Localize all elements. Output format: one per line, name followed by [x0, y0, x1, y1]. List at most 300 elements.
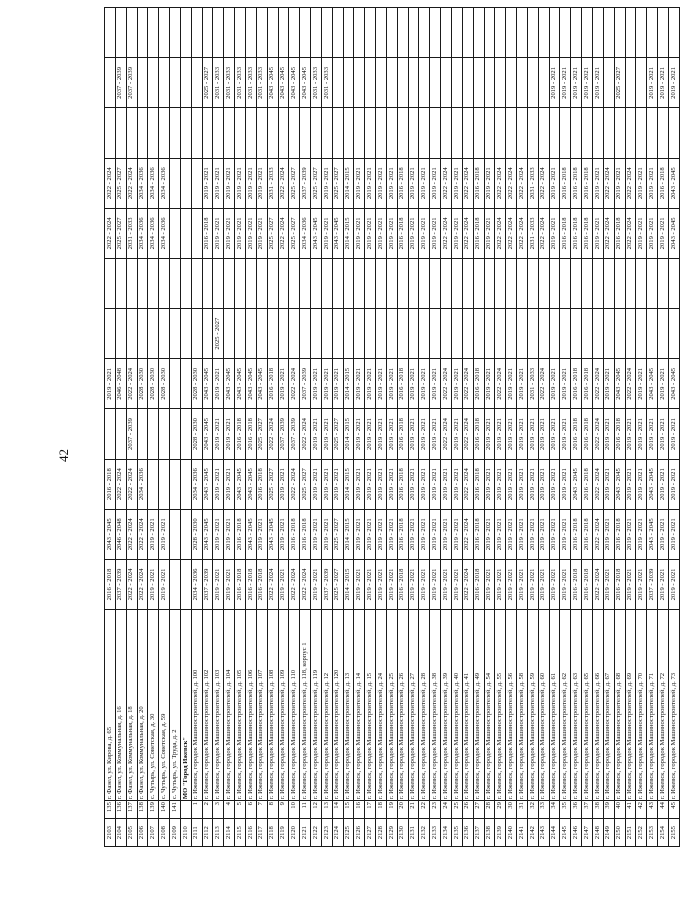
row-number-cell: 20 [397, 801, 408, 819]
table-row [495, 8, 506, 847]
period-cell: 2022 - 2024 [603, 208, 614, 258]
address-cell: г. Ижевск, городок Машиностроителей, д. 73 [668, 610, 679, 801]
empty-cell [267, 8, 278, 58]
empty-cell [625, 8, 636, 58]
period-cell [191, 258, 202, 308]
row-id-cell: 2129 [386, 819, 397, 847]
period-cell: 2019 - 2021 [452, 208, 463, 258]
period-cell: 2019 - 2021 [419, 559, 430, 609]
address-cell: г. Фазел, ул. Кирова, д. 65 [105, 610, 116, 801]
period-cell: 2019 - 2021 [408, 208, 419, 258]
period-cell: 2028 - 2030 [191, 509, 202, 559]
row-number-cell: 44 [658, 801, 669, 819]
period-cell: 2016 - 2018 [473, 459, 484, 509]
address-cell: г. Ижевск, городок Машиностроителей, д. 12 [321, 610, 332, 801]
period-cell [582, 309, 593, 359]
row-number-cell: 136 [115, 801, 126, 819]
table-row [658, 8, 669, 847]
period-cell: 2016 - 2018 [245, 409, 256, 459]
period-cell: 2022 - 2024 [506, 208, 517, 258]
period-cell: 2019 - 2021 [332, 459, 343, 509]
period-cell [376, 258, 387, 308]
table-row [603, 8, 614, 847]
period-cell [311, 258, 322, 308]
period-cell: 2025 - 2027 [202, 58, 213, 108]
row-id-cell: 2104 [115, 819, 126, 847]
period-cell [343, 258, 354, 308]
period-cell: 2022 - 2024 [538, 208, 549, 258]
period-cell [148, 309, 159, 359]
period-cell: 2022 - 2024 [441, 359, 452, 409]
period-cell [224, 258, 235, 308]
period-cell [126, 309, 137, 359]
period-cell: 2022 - 2024 [137, 559, 148, 609]
period-cell: 2019 - 2021 [386, 409, 397, 459]
period-cell: 2043 - 2045 [245, 359, 256, 409]
period-cell [321, 258, 332, 308]
address-cell: МО "Город Ижевск" [180, 610, 191, 801]
period-cell: 2043 - 2045 [235, 359, 246, 409]
period-cell: 2019 - 2021 [213, 409, 224, 459]
period-cell [538, 108, 549, 158]
table-row [582, 8, 593, 847]
period-cell [506, 309, 517, 359]
period-cell: 2022 - 2024 [105, 208, 116, 258]
period-cell [354, 58, 365, 108]
period-cell: 2019 - 2021 [506, 409, 517, 459]
period-cell: 2019 - 2021 [658, 409, 669, 459]
period-cell [170, 509, 181, 559]
period-cell [668, 258, 679, 308]
period-cell [452, 258, 463, 308]
row-id-cell: 2149 [603, 819, 614, 847]
period-cell: 2019 - 2021 [430, 409, 441, 459]
period-cell [159, 108, 170, 158]
period-cell: 2043 - 2045 [647, 509, 658, 559]
period-cell: 2046 - 2048 [115, 509, 126, 559]
period-cell: 2019 - 2021 [506, 559, 517, 609]
period-cell: 2016 - 2018 [560, 208, 571, 258]
period-cell [170, 208, 181, 258]
period-cell: 2019 - 2021 [549, 409, 560, 459]
address-cell: г. Ижевск, городок Машиностроителей, д. 119 [311, 610, 322, 801]
period-cell: 2019 - 2021 [668, 58, 679, 108]
period-cell: 2019 - 2021 [527, 509, 538, 559]
period-cell: 2022 - 2024 [592, 509, 603, 559]
empty-cell [300, 8, 311, 58]
period-cell: 2019 - 2021 [527, 409, 538, 459]
period-cell [408, 58, 419, 108]
period-cell [170, 559, 181, 609]
empty-cell [376, 8, 387, 58]
period-cell: 2019 - 2021 [419, 459, 430, 509]
period-cell: 2019 - 2021 [495, 409, 506, 459]
period-cell [658, 258, 669, 308]
row-number-cell: 21 [408, 801, 419, 819]
row-number-cell: 39 [603, 801, 614, 819]
period-cell [170, 158, 181, 208]
row-id-cell: 2117 [256, 819, 267, 847]
period-cell [430, 309, 441, 359]
rotated-schedule-table [104, 7, 677, 847]
period-cell: 2028 - 2030 [137, 359, 148, 409]
period-cell [647, 258, 658, 308]
row-id-cell: 2103 [105, 819, 116, 847]
period-cell: 2022 - 2024 [592, 459, 603, 509]
table-row [386, 8, 397, 847]
period-cell: 2016 - 2018 [397, 409, 408, 459]
empty-cell [408, 8, 419, 58]
table-row [170, 8, 181, 847]
period-cell [105, 258, 116, 308]
address-cell: г. Ижевск, городок Машиностроителей, д. 68 [614, 610, 625, 801]
address-cell: г. Ижевск, городок Машиностроителей, д. 38 [430, 610, 441, 801]
period-cell: 2019 - 2021 [365, 459, 376, 509]
period-cell [105, 58, 116, 108]
period-cell [495, 58, 506, 108]
table-row [321, 8, 332, 847]
period-cell: 2022 - 2024 [517, 208, 528, 258]
period-cell: 2031 - 2033 [311, 58, 322, 108]
period-cell [180, 559, 191, 609]
period-cell: 2022 - 2024 [462, 359, 473, 409]
period-cell [332, 108, 343, 158]
period-cell: 2019 - 2021 [419, 208, 430, 258]
period-cell: 2019 - 2021 [311, 509, 322, 559]
period-cell: 2022 - 2024 [625, 359, 636, 409]
table-row [126, 8, 137, 847]
period-cell: 2031 - 2033 [256, 58, 267, 108]
period-cell: 2019 - 2021 [386, 158, 397, 208]
repair-schedule-table [104, 7, 680, 847]
period-cell: 2016 - 2018 [397, 509, 408, 559]
period-cell [180, 58, 191, 108]
period-cell: 2019 - 2021 [592, 58, 603, 108]
period-cell [549, 108, 560, 158]
empty-cell [289, 8, 300, 58]
period-cell [397, 58, 408, 108]
period-cell: 2043 - 2045 [647, 359, 658, 409]
period-cell [148, 108, 159, 158]
period-cell: 2019 - 2021 [658, 359, 669, 409]
period-cell: 2022 - 2024 [278, 208, 289, 258]
period-cell [105, 108, 116, 158]
row-id-cell: 2114 [224, 819, 235, 847]
period-cell: 2037 - 2039 [115, 559, 126, 609]
period-cell [527, 309, 538, 359]
address-cell: с. Чутырь, ул. Советская, д. 30 [148, 610, 159, 801]
period-cell: 2016 - 2018 [105, 459, 116, 509]
period-cell [191, 208, 202, 258]
table-row [538, 8, 549, 847]
row-number-cell: 41 [625, 801, 636, 819]
row-id-cell: 2132 [419, 819, 430, 847]
period-cell: 2016 - 2018 [571, 158, 582, 208]
period-cell: 2022 - 2024 [495, 158, 506, 208]
period-cell: 2019 - 2021 [235, 208, 246, 258]
period-cell: 2019 - 2021 [256, 509, 267, 559]
period-cell [365, 58, 376, 108]
period-cell [636, 58, 647, 108]
period-cell [115, 108, 126, 158]
period-cell: 2016 - 2018 [658, 158, 669, 208]
address-cell: с. Чутырь, ул. Труда, д. 2 [170, 610, 181, 801]
address-cell: г. Ижевск, городок Машиностроителей, д. 59 [527, 610, 538, 801]
row-id-cell: 2155 [668, 819, 679, 847]
period-cell [376, 58, 387, 108]
period-cell: 2034 - 2036 [159, 208, 170, 258]
period-cell: 2019 - 2021 [517, 509, 528, 559]
period-cell [365, 258, 376, 308]
period-cell [441, 58, 452, 108]
period-cell: 2025 - 2027 [332, 409, 343, 459]
address-cell: г. Ижевск, городок Машиностроителей, д. 28 [419, 610, 430, 801]
period-cell: 2019 - 2021 [202, 158, 213, 208]
period-cell [441, 258, 452, 308]
period-cell: 2043 - 2045 [202, 509, 213, 559]
row-id-cell: 2109 [170, 819, 181, 847]
period-cell [560, 108, 571, 158]
period-cell: 2019 - 2021 [484, 509, 495, 559]
period-cell: 2016 - 2018 [560, 158, 571, 208]
empty-cell [105, 8, 116, 58]
period-cell: 2019 - 2021 [603, 559, 614, 609]
period-cell [180, 459, 191, 509]
period-cell [354, 108, 365, 158]
period-cell [332, 309, 343, 359]
row-id-cell: 2121 [300, 819, 311, 847]
period-cell [462, 309, 473, 359]
period-cell: 2019 - 2021 [245, 208, 256, 258]
period-cell: 2022 - 2024 [462, 459, 473, 509]
period-cell: 2034 - 2036 [148, 158, 159, 208]
period-cell [452, 58, 463, 108]
address-cell: г. Ижевск, городок Машиностроителей, д. 70 [636, 610, 647, 801]
period-cell [495, 108, 506, 158]
period-cell: 2019 - 2021 [668, 509, 679, 559]
period-cell: 2016 - 2018 [614, 409, 625, 459]
period-cell [278, 309, 289, 359]
empty-cell [159, 8, 170, 58]
period-cell: 2019 - 2021 [105, 359, 116, 409]
empty-cell [582, 8, 593, 58]
row-id-cell: 2137 [473, 819, 484, 847]
period-cell [592, 309, 603, 359]
period-cell [397, 258, 408, 308]
empty-cell [180, 8, 191, 58]
period-cell: 2019 - 2021 [452, 409, 463, 459]
period-cell [517, 58, 528, 108]
table-row [256, 8, 267, 847]
table-row [484, 8, 495, 847]
row-number-cell: 1 [191, 801, 202, 819]
period-cell [137, 309, 148, 359]
row-id-cell: 2141 [517, 819, 528, 847]
table-row [636, 8, 647, 847]
period-cell: 2028 - 2030 [159, 359, 170, 409]
table-row [343, 8, 354, 847]
empty-cell [603, 8, 614, 58]
period-cell: 2022 - 2024 [137, 509, 148, 559]
row-id-cell: 2127 [365, 819, 376, 847]
address-cell: г. Ижевск, городок Машиностроителей, д. 58 [517, 610, 528, 801]
period-cell: 2016 - 2018 [256, 459, 267, 509]
period-cell: 2043 - 2045 [202, 459, 213, 509]
table-row [354, 8, 365, 847]
address-cell: г. Фазел, ул. Коммунальная, д. 16 [115, 610, 126, 801]
period-cell: 2019 - 2021 [386, 208, 397, 258]
period-cell [582, 258, 593, 308]
empty-cell [419, 8, 430, 58]
period-cell: 2022 - 2024 [495, 208, 506, 258]
period-cell [506, 108, 517, 158]
period-cell: 2019 - 2021 [224, 509, 235, 559]
period-cell: 2043 - 2045 [571, 459, 582, 509]
period-cell: 2019 - 2021 [636, 208, 647, 258]
row-id-cell: 2146 [571, 819, 582, 847]
table-row [549, 8, 560, 847]
table-row [191, 8, 202, 847]
address-cell: г. Ижевск, городок Машиностроителей, д. 25 [386, 610, 397, 801]
period-cell: 2019 - 2021 [386, 359, 397, 409]
row-number-cell: 13 [321, 801, 332, 819]
table-row [506, 8, 517, 847]
period-cell: 2025 - 2027 [332, 509, 343, 559]
period-cell: 2025 - 2027 [300, 459, 311, 509]
table-row [289, 8, 300, 847]
period-cell: 2019 - 2021 [549, 359, 560, 409]
row-id-cell: 2128 [376, 819, 387, 847]
period-cell [549, 258, 560, 308]
period-cell [321, 108, 332, 158]
address-cell: г. Ижевск, городок Машиностроителей, д. 61 [549, 610, 560, 801]
period-cell [159, 309, 170, 359]
empty-cell [647, 8, 658, 58]
period-cell: 2019 - 2021 [560, 559, 571, 609]
period-cell [267, 108, 278, 158]
period-cell: 2019 - 2021 [560, 58, 571, 108]
period-cell [636, 309, 647, 359]
row-number-cell: 37 [582, 801, 593, 819]
address-cell: г. Ижевск, городок Машиностроителей, д. 15 [365, 610, 376, 801]
period-cell: 2019 - 2021 [419, 359, 430, 409]
row-number-cell: 5 [235, 801, 246, 819]
empty-cell [538, 8, 549, 58]
row-number-cell: 3 [213, 801, 224, 819]
scanned-page [104, 7, 677, 847]
period-cell: 2019 - 2021 [647, 58, 658, 108]
period-cell: 2019 - 2021 [484, 409, 495, 459]
row-id-cell: 2124 [332, 819, 343, 847]
period-cell: 2043 - 2045 [278, 58, 289, 108]
period-cell: 2019 - 2021 [419, 509, 430, 559]
period-cell [311, 108, 322, 158]
period-cell: 2019 - 2021 [484, 208, 495, 258]
period-cell [159, 258, 170, 308]
empty-cell [224, 8, 235, 58]
row-number-cell: 33 [538, 801, 549, 819]
period-cell [625, 58, 636, 108]
empty-cell [658, 8, 669, 58]
period-cell: 2043 - 2045 [256, 359, 267, 409]
table-row [365, 8, 376, 847]
period-cell: 2019 - 2021 [386, 459, 397, 509]
period-cell: 2022 - 2024 [462, 409, 473, 459]
period-cell [386, 108, 397, 158]
address-cell: г. Ижевск, городок Машиностроителей, д. 102 [202, 610, 213, 801]
period-cell: 2019 - 2021 [245, 158, 256, 208]
period-cell: 2019 - 2021 [636, 409, 647, 459]
period-cell: 2019 - 2021 [354, 559, 365, 609]
period-cell: 2019 - 2021 [408, 509, 419, 559]
period-cell: 2046 - 2048 [115, 359, 126, 409]
row-number-cell: 2 [202, 801, 213, 819]
period-cell: 2022 - 2024 [115, 459, 126, 509]
period-cell: 2016 - 2018 [571, 509, 582, 559]
empty-cell [397, 8, 408, 58]
period-cell: 2016 - 2018 [256, 559, 267, 609]
period-cell: 2014 - 2015 [343, 559, 354, 609]
table-row [614, 8, 625, 847]
period-cell: 2019 - 2021 [625, 459, 636, 509]
period-cell: 2037 - 2039 [300, 158, 311, 208]
address-cell: г. Ижевск, городок Машиностроителей, д. 55 [495, 610, 506, 801]
period-cell [191, 108, 202, 158]
address-cell: г. Ижевск, городок Машиностроителей, д. 105 [235, 610, 246, 801]
period-cell: 2019 - 2021 [441, 459, 452, 509]
period-cell: 2019 - 2021 [658, 509, 669, 559]
empty-cell [517, 8, 528, 58]
period-cell [170, 309, 181, 359]
table-row [332, 8, 343, 847]
period-cell: 2019 - 2021 [213, 158, 224, 208]
period-cell: 2019 - 2021 [647, 158, 658, 208]
period-cell [354, 258, 365, 308]
period-cell [473, 309, 484, 359]
table-row [213, 8, 224, 847]
period-cell [473, 258, 484, 308]
row-number-cell: 28 [484, 801, 495, 819]
row-number-cell: 34 [549, 801, 560, 819]
period-cell [289, 309, 300, 359]
period-cell: 2019 - 2021 [224, 208, 235, 258]
period-cell [115, 409, 126, 459]
period-cell: 2043 - 2045 [267, 509, 278, 559]
period-cell: 2043 - 2045 [105, 509, 116, 559]
period-cell: 2019 - 2021 [332, 359, 343, 409]
address-cell: г. Ижевск, городок Машиностроителей, д. 54 [484, 610, 495, 801]
empty-cell [386, 8, 397, 58]
period-cell: 2014 - 2015 [343, 208, 354, 258]
period-cell: 2025 - 2027 [614, 58, 625, 108]
period-cell [148, 459, 159, 509]
period-cell: 2019 - 2021 [256, 208, 267, 258]
period-cell [452, 309, 463, 359]
period-cell: 2016 - 2018 [473, 409, 484, 459]
period-cell [397, 309, 408, 359]
empty-cell [527, 8, 538, 58]
period-cell: 2016 - 2018 [235, 409, 246, 459]
period-cell [115, 258, 126, 308]
address-cell: г. Ижевск, городок Машиностроителей, д. 109 [278, 610, 289, 801]
period-cell: 2019 - 2021 [452, 559, 463, 609]
address-cell: г. Ижевск, городок Машиностроителей, д. 110 [289, 610, 300, 801]
period-cell: 2019 - 2021 [658, 58, 669, 108]
period-cell [267, 258, 278, 308]
empty-cell [506, 8, 517, 58]
period-cell: 2019 - 2021 [592, 158, 603, 208]
period-cell [668, 108, 679, 158]
